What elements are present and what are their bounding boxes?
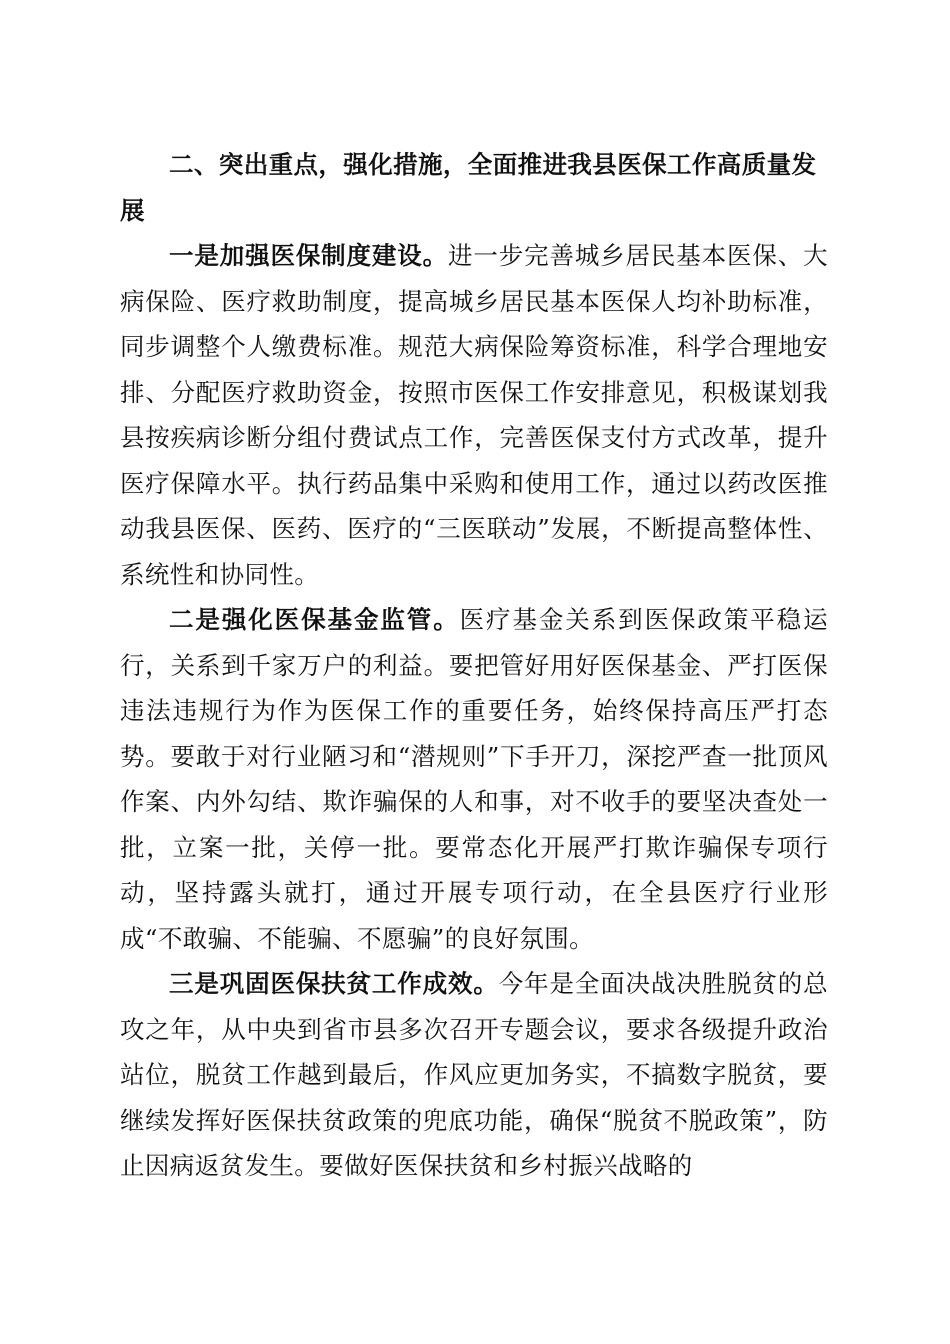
paragraph-1	[120, 233, 828, 597]
document-body	[120, 142, 828, 1189]
paragraph-2	[120, 597, 828, 961]
paragraph-2-lead: 二是强化医保基金监管。	[169, 605, 460, 634]
paragraph-1-lead: 一是加强医保制度建设。	[169, 241, 448, 270]
paragraph-1-body: 进一步完善城乡居民基本医保、大病保险、医疗救助制度，提高城乡居民基本医保人均补助标准，同步调整个人缴费标准。规范大病保险筹资标准，科学合理地安排、分配医疗救助资金，按照市医保工作安排意见，积极谋划我县按疾病诊断分组付费试点工作，完善医保支付方式改革，提升医疗保障水平。执行药品集中采购和使用工作，通过以药改医推动我县医保、医药、医疗的“三医联动”发展，不断提高整体性、系统性和协同性。	[120, 241, 828, 589]
paragraph-3	[120, 961, 828, 1189]
section-heading: 二、突出重点，强化措施，全面推进我县医保工作高质量发展	[120, 150, 817, 225]
paragraph-3-lead: 三是巩固医保扶贫工作成效。	[169, 969, 499, 998]
paragraph-2-body: 医疗基金关系到医保政策平稳运行，关系到千家万户的利益。要把管好用好医保基金、严打医保违法违规行为作为医保工作的重要任务，始终保持高压严打态势。要敢于对行业陋习和“潜规则”下手开刀，深挖严查一批顶风作案、内外勾结、欺诈骗保的人和事，对不收手的要坚决查处一批，立案一批，关停一批。要常态化开展严打欺诈骗保专项行动，坚持露头就打，通过开展专项行动，在全县医疗行业形成“不敢骗、不能骗、不愿骗”的良好氛围。	[120, 605, 828, 953]
paragraph-3-body: 今年是全面决战决胜脱贫的总攻之年，从中央到省市县多次召开专题会议，要求各级提升政治站位，脱贫工作越到最后，作风应更加务实，不搞数字脱贫，要继续发挥好医保扶贫政策的兜底功能，确保“脱贫不脱政策”，防止因病返贫发生。要做好医保扶贫和乡村振兴战略的	[120, 969, 828, 1180]
